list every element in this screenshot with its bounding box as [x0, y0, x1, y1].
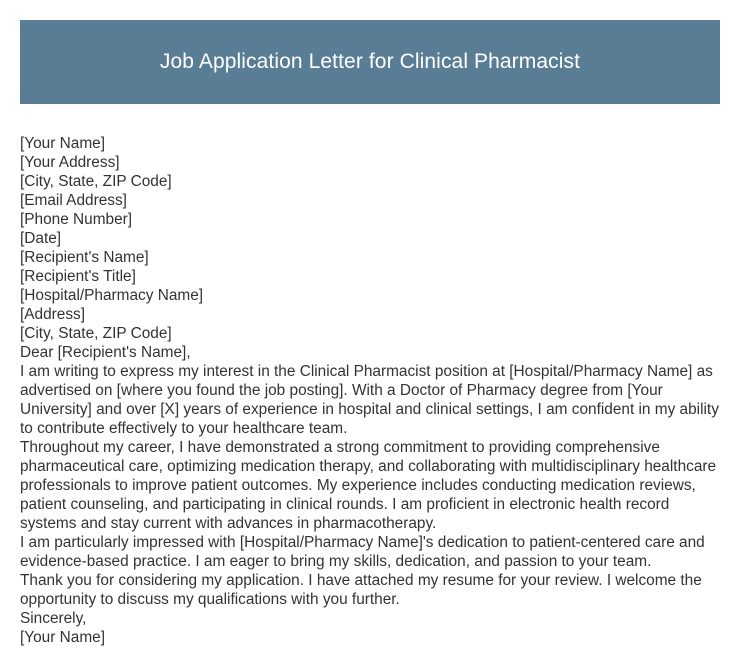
sender-phone: [Phone Number]: [20, 211, 133, 228]
paragraph-intro: I am writing to express my interest in the Clinical Pharmacist position at [Hospital/Pharmacy Name] as advertised on [where you found the job posting]. With a Doctor of Pharmacy degree from [Your University] and over [X] years of experience in hospital and clinical settings, I am confident in my ability to contribute effectively to your healthcare team.: [20, 363, 719, 437]
recipient-address: [Address]: [20, 306, 86, 323]
salutation: Dear [Recipient's Name],: [20, 344, 191, 361]
page-title: Job Application Letter for Clinical Pharmacist: [159, 50, 581, 73]
closing: Sincerely,: [20, 610, 87, 627]
recipient-city-state-zip: [City, State, ZIP Code]: [20, 325, 172, 342]
recipient-organization: [Hospital/Pharmacy Name]: [20, 287, 204, 304]
letter-date: [Date]: [20, 230, 62, 247]
title-banner: [20, 20, 720, 104]
sender-name: [Your Name]: [20, 135, 105, 152]
signature: [Your Name]: [20, 629, 105, 646]
recipient-block: [20, 248, 722, 343]
paragraph-interest: I am particularly impressed with [Hospital/Pharmacy Name]'s dedication to patient-centered care and evidence-based practice. I am eager to bring my skills, dedication, and passion to your team.: [20, 534, 705, 570]
sender-city-state-zip: [City, State, ZIP Code]: [20, 173, 172, 190]
recipient-title: [Recipient's Title]: [20, 268, 136, 285]
sender-block: [20, 134, 722, 248]
letter-body: [20, 134, 722, 647]
sender-email: [Email Address]: [20, 192, 127, 209]
paragraph-experience: Throughout my career, I have demonstrated a strong commitment to providing comprehensive pharmaceutical care, optimizing medication therapy, and collaborating with multidisciplinary healthcare professionals to improve patient outcomes. My experience includes conducting medication reviews, patient counseling, and participating in clinical rounds. I am proficient in electronic health record systems and stay current with advances in pharmacotherapy.: [20, 439, 717, 532]
sender-address: [Your Address]: [20, 154, 120, 171]
paragraph-thanks: Thank you for considering my application. I have attached my resume for your review. I welcome the opportunity to discuss my qualifications with you further.: [20, 572, 702, 608]
recipient-name: [Recipient's Name]: [20, 249, 149, 266]
